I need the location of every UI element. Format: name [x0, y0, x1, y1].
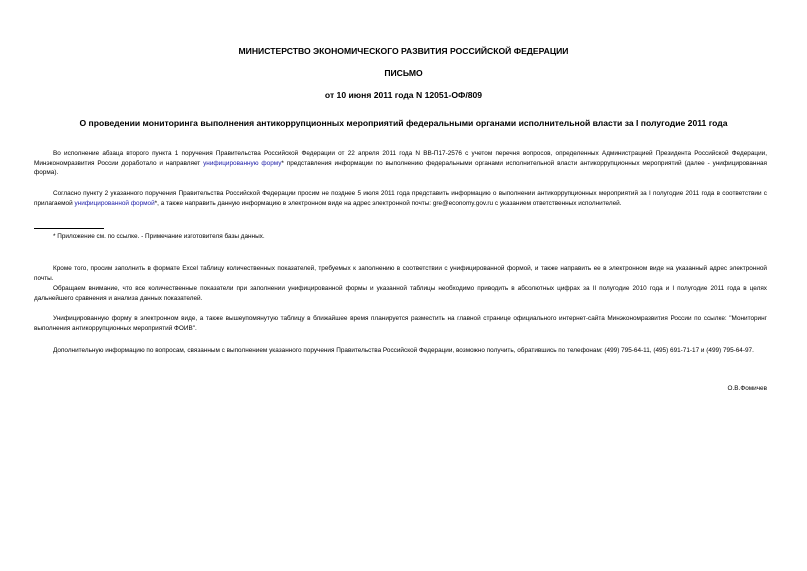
unified-form-link-2[interactable]: унифицированной формой	[74, 199, 155, 207]
paragraph-1	[34, 149, 767, 178]
paragraph-2-text-before: Согласно пункту 2 указанного поручения Правительства Российской Федерации просим не позднее 5 июля 2011 года представить информацию о выполнении антикоррупционных мероприятий за I полугодие 2011 года в соответствии с прилагаемой	[34, 190, 767, 207]
signature: О.В.Фомичев	[727, 385, 767, 392]
paragraph-2	[34, 189, 767, 208]
paragraph-2-text-after: *, а также направить данную информацию в электронном виде на адрес электронной почты: gre@economy.gov.ru с указанием ответственных исполнителей.	[154, 199, 622, 207]
footnote-divider	[34, 228, 104, 229]
paragraph-6: Дополнительную информацию по вопросам, связанным с выполнением указанного поручения Правительства Российской Федерации, возможно получить, обратившись по телефонам: (499) 795-64-11, (495) 691-71-17 и (499) 795-64-97.	[53, 347, 754, 354]
document-type: ПИСЬМО	[384, 68, 423, 78]
paragraph-1-text-before: Во исполнение абзаца второго пункта 1 поручения Правительства Российской Федерации от 22 апреля 2011 года N ВВ-П17-2576 с учетом перечня вопросов, определенных Администрацией Президента Российской Федерации, Минэкономразвития России доработало и направляет	[34, 150, 767, 167]
paragraph-4: Обращаем внимание, что все количественные показатели при заполнении унифицированной формы и указанной таблицы необходимо приводить в абсолютных цифрах за II полугодие 2010 года и I полугодие 2011 года в целях дальнейшего сравнения и анализа данных показателей.	[34, 285, 767, 302]
document-subject: О проведении мониторинга выполнения антикоррупционных мероприятий федеральными органами исполнительной власти за I полугодие 2011 года	[79, 118, 728, 128]
document-date-number: от 10 июня 2011 года N 12051-ОФ/809	[324, 90, 483, 100]
paragraph-3: Кроме того, просим заполнить в формате Excel таблицу количественных показателей, требуемых к заполнению в соответствии с унифицированной формой, и также направить ее в электронном виде на указанный адрес электронной почты.	[34, 265, 767, 282]
paragraph-1-text-after: * представления информации по выполнению федеральными органами исполнительной власти антикоррупционных мероприятий (далее - унифицированная форма).	[34, 159, 767, 177]
footnote: * Приложение см. по ссылке. - Примечание изготовителя базы данных.	[53, 233, 265, 240]
paragraph-5: Унифицированную форму в электронном виде, а также вышеупомянутую таблицу в ближайшее время планируется разместить на главной странице официального интернет-сайта Минэкономразвития России по ссылке: "Мониторинг выполнения антикоррупционных мероприятий ФОИВ".	[34, 315, 767, 332]
unified-form-link[interactable]: унифицированную форму	[203, 159, 282, 167]
ministry-title: МИНИСТЕРСТВО ЭКОНОМИЧЕСКОГО РАЗВИТИЯ РОССИЙСКОЙ ФЕДЕРАЦИИ	[238, 46, 569, 56]
